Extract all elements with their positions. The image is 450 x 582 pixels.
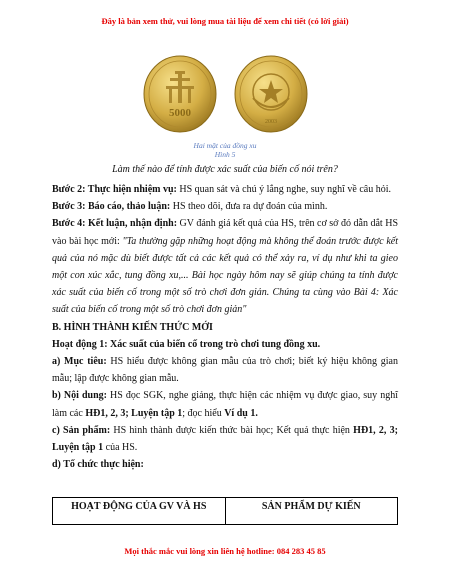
coin-front-image [142,54,218,134]
content-bold-1: HĐ1, 2, 3; Luyện tập 1 [85,407,183,419]
figure-number: Hình 5 [214,150,236,159]
coin-back-image [233,54,309,134]
step-2-text: HS quan sát và chú ý lắng nghe, suy nghĩ về câu hỏi. [176,184,392,195]
content-text-2: ; đọc hiểu [182,407,225,419]
step-2-paragraph [52,181,398,198]
table-header-activity: HOẠT ĐỘNG CỦA GV VÀ HS [53,498,226,525]
activity-table [52,497,398,525]
coin-year: 2003 [265,119,277,125]
step-2-label: Bước 2: Thực hiện nhiệm vụ: [52,184,177,195]
content-label: b) Nội dung: [52,390,107,402]
product-paragraph [52,422,398,456]
step-3-text: HS theo dõi, đưa ra dự đoán của mình. [170,201,328,213]
content-paragraph [52,387,398,421]
step-3-paragraph [52,198,398,215]
table-header-product: SẢN PHẨM DỰ KIẾN [225,498,398,525]
product-text-2: của HS. [103,442,138,454]
content-text-1: HS đọc SGK, nghe giảng, thực hiện các nhiệm vụ được giao, suy nghĩ làm các [52,390,398,419]
product-text-1: HS hình thành được kiến thức bài học; Kết quả thực hiện [110,424,354,436]
coin-figure [0,54,450,134]
lesson-content [52,181,398,473]
section-heading: B. HÌNH THÀNH KIẾN THỨC MỚI [52,321,213,333]
product-bold-1: HĐ1, 2, 3; Luyện tập 1 [52,424,398,454]
organization-heading: d) Tổ chức thực hiện: [52,459,144,471]
step-4-quote: "Ta thường gặp những hoạt động mà không thể đoán trước được kết quả của nó mặc dù biết được tất cả các kết quả có thể xảy ra, ví dụ như khi ta gieo một con xúc xắc, tung đồng xu,... Bài học ngày hôm nay sẽ giúp chúng ta tính được xác suất của biến cố trong một số trò chơi đơn giản. Chúng ta cùng vào Bài 4: Xác suất của biến cố trong một số trò chơi đơn giản" [52,235,399,316]
objective-text: HS hiểu được không gian mẫu của trò chơi; biết ký hiệu không gian mẫu; lập được không gian mẫu. [52,356,398,385]
table-header-row [53,498,398,525]
activity-heading: Hoạt động 1: Xác suất của biến cố trong trò chơi tung đồng xu. [52,338,321,350]
coin-value: 5000 [169,107,191,119]
objective-label: a) Mục tiêu: [52,356,107,368]
question-text: Làm thế nào để tính được xác suất của biến cố nói trên? [112,164,338,175]
hotline-banner: Mọi thắc mắc vui lòng xin liên hệ hotline: 084 283 45 85 [124,546,326,556]
content-bold-2: Ví dụ 1. [224,407,258,419]
objective-paragraph [52,353,398,387]
figure-caption: Hai mặt của đồng xu [193,141,257,150]
step-4-paragraph [52,215,398,318]
preview-banner: Đây là bản xem thử, vui lòng mua tài liệu để xem chi tiết (có lời giải) [101,16,349,26]
step-4-label: Bước 4: Kết luận, nhận định: [52,218,178,230]
step-4-text: GV đánh giá kết quả của HS, trên cơ sở đó dẫn dắt HS vào bài học mới: [52,218,399,247]
product-label: c) Sản phẩm: [52,424,111,436]
step-3-label: Bước 3: Báo cáo, thảo luận: [52,201,171,213]
